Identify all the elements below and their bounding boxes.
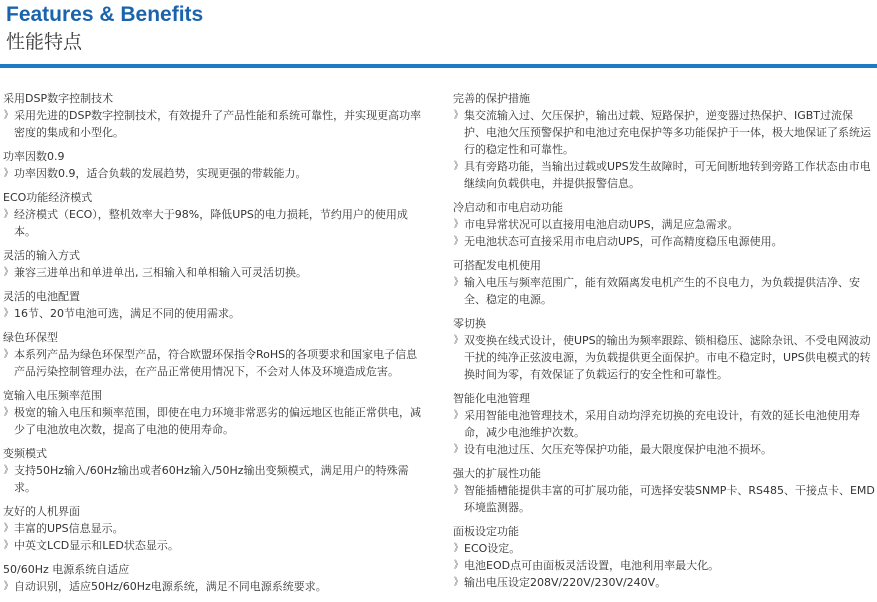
- feature-section: [3, 148, 423, 182]
- double-chevron-bullet-icon: 》: [4, 407, 12, 418]
- feature-item-text: 16节、20节电池可选，满足不同的使用需求。: [14, 307, 240, 320]
- double-chevron-bullet-icon: 》: [4, 168, 12, 179]
- feature-item: [453, 557, 875, 574]
- feature-item-text: 具有旁路功能，当输出过载或UPS发生故障时，可无间断地转到旁路工作状态由市电继续向负载供电，并提供报警信息。: [464, 160, 871, 190]
- double-chevron-bullet-icon: 》: [454, 236, 462, 247]
- feature-section: [453, 523, 875, 591]
- feature-section: [3, 387, 423, 438]
- feature-item-text: 极宽的输入电压和频率范围，即使在电力环境非常恶劣的偏远地区也能正常供电，减少了电池放电次数，提高了电池的使用寿命。: [14, 406, 421, 436]
- feature-item-text: 中英文LCD显示和LED状态显示。: [14, 539, 179, 552]
- section-title: 采用DSP数字控制技术: [3, 92, 114, 105]
- feature-item: [453, 216, 875, 233]
- feature-section: [3, 503, 423, 554]
- feature-item-text: 无电池状态可直接采用市电启动UPS，可作高精度稳压电源使用。: [464, 235, 783, 248]
- double-chevron-bullet-icon: 》: [454, 410, 462, 421]
- feature-item-text: 兼容三进单出和单进单出, 三相输入和单相输入可灵活切换。: [14, 266, 307, 279]
- feature-item-text: 输出电压设定208V/220V/230V/240V。: [464, 576, 667, 589]
- section-title: 强大的扩展性功能: [453, 467, 541, 480]
- feature-item: [453, 574, 875, 591]
- feature-item-text: 丰富的UPS信息显示。: [14, 522, 124, 535]
- double-chevron-bullet-icon: 》: [454, 110, 462, 121]
- double-chevron-bullet-icon: 》: [454, 543, 462, 554]
- page-title-chinese: 性能特点: [6, 31, 83, 53]
- feature-item: [453, 274, 875, 308]
- double-chevron-bullet-icon: 》: [4, 581, 12, 592]
- double-chevron-bullet-icon: 》: [454, 444, 462, 455]
- feature-item-text: ECO设定。: [464, 542, 521, 555]
- feature-item: [453, 233, 875, 250]
- feature-item: [3, 206, 423, 240]
- feature-item-text: 采用智能电池管理技术，采用自动均浮充切换的充电设计，有效的延长电池使用寿命，减少电池维护次数。: [464, 409, 860, 439]
- double-chevron-bullet-icon: 》: [4, 540, 12, 551]
- feature-item: [3, 404, 423, 438]
- feature-item: [3, 346, 423, 380]
- feature-item-text: 支持50Hz输入/60Hz输出或者60Hz输入/50Hz输出变频模式，满足用户的特殊需求。: [14, 464, 409, 494]
- section-title: ECO功能经济模式: [3, 191, 93, 204]
- page-title-english: Features & Benefits: [6, 3, 204, 26]
- feature-item-text: 双变换在线式设计，使UPS的输出为频率跟踪、锁相稳压、滤除杂讯、不受电网波动干扰的纯净正弦波电源，为负载提供更全面保护。市电不稳定时，UPS供电模式的转换时间为零，有效保证了负载运行的安全性和可靠性。: [464, 334, 871, 381]
- feature-item: [453, 107, 875, 158]
- feature-section: [453, 199, 875, 250]
- feature-item-text: 集交流输入过、欠压保护，输出过载、短路保护，逆变器过热保护、IGBT过流保护、电池欠压预警保护和电池过充电保护等多功能保护于一体，极大地保证了系统运行的稳定性和可靠性。: [464, 109, 871, 156]
- page-header: [6, 0, 203, 55]
- feature-item: [3, 537, 423, 554]
- section-title: 智能化电池管理: [453, 392, 530, 405]
- double-chevron-bullet-icon: 》: [454, 485, 462, 496]
- section-title: 友好的人机界面: [3, 505, 80, 518]
- feature-item: [3, 264, 423, 281]
- section-title: 灵活的输入方式: [3, 249, 80, 262]
- feature-item: [453, 158, 875, 192]
- feature-item: [3, 165, 423, 182]
- feature-section: [453, 315, 875, 383]
- section-title: 绿色环保型: [3, 331, 58, 344]
- header-divider: [0, 64, 877, 68]
- feature-section: [3, 247, 423, 281]
- feature-item-text: 设有电池过压、欠压充等保护功能，最大限度保护电池不损坏。: [464, 443, 772, 456]
- double-chevron-bullet-icon: 》: [454, 161, 462, 172]
- right-feature-column: [453, 90, 875, 598]
- feature-section: [453, 465, 875, 516]
- feature-item: [453, 332, 875, 383]
- double-chevron-bullet-icon: 》: [4, 308, 12, 319]
- feature-item: [3, 107, 423, 141]
- feature-section: [3, 445, 423, 496]
- feature-item: [453, 540, 875, 557]
- feature-section: [3, 329, 423, 380]
- feature-item-text: 功率因数0.9，适合负载的发展趋势，实现更强的带载能力。: [14, 167, 307, 180]
- double-chevron-bullet-icon: 》: [454, 577, 462, 588]
- feature-item-text: 经济模式（ECO），整机效率大于98%，降低UPS的电力损耗，节约用户的使用成本。: [14, 208, 408, 238]
- double-chevron-bullet-icon: 》: [4, 209, 12, 220]
- section-title: 可搭配发电机使用: [453, 259, 541, 272]
- feature-section: [3, 90, 423, 141]
- feature-item: [3, 578, 423, 595]
- section-title: 50/60Hz 电源系统自适应: [3, 563, 130, 576]
- feature-section: [3, 189, 423, 240]
- feature-item: [3, 305, 423, 322]
- section-title: 宽输入电压频率范围: [3, 389, 102, 402]
- double-chevron-bullet-icon: 》: [4, 267, 12, 278]
- feature-item-text: 市电异常状况可以直接用电池启动UPS，满足应急需求。: [464, 218, 739, 231]
- section-title: 完善的保护措施: [453, 92, 530, 105]
- section-title: 灵活的电池配置: [3, 290, 80, 303]
- double-chevron-bullet-icon: 》: [4, 110, 12, 121]
- feature-item-text: 电池EOD点可由面板灵活设置，电池利用率最大化。: [464, 559, 720, 572]
- feature-item-text: 采用先进的DSP数字控制技术，有效提升了产品性能和系统可靠性，并实现更高功率密度的集成和小型化。: [14, 109, 422, 139]
- double-chevron-bullet-icon: 》: [4, 523, 12, 534]
- section-title: 功率因数0.9: [3, 150, 65, 163]
- double-chevron-bullet-icon: 》: [454, 219, 462, 230]
- section-title: 变频模式: [3, 447, 47, 460]
- section-title: 零切换: [453, 317, 486, 330]
- feature-section: [453, 257, 875, 308]
- feature-item-text: 自动识别，适应50Hz/60Hz电源系统，满足不同电源系统要求。: [14, 580, 327, 593]
- feature-item: [453, 482, 875, 516]
- section-title: 面板设定功能: [453, 525, 519, 538]
- feature-section: [453, 390, 875, 458]
- feature-item: [453, 407, 875, 441]
- double-chevron-bullet-icon: 》: [454, 277, 462, 288]
- feature-item-text: 智能插槽能提供丰富的可扩展功能，可选择安装SNMP卡、RS485、干接点卡、EMD环境监测器。: [464, 484, 875, 514]
- feature-item-text: 本系列产品为绿色环保型产品，符合欧盟环保指令RoHS的各项要求和国家电子信息产品污染控制管理办法，在产品正常使用情况下，不会对人体及环境造成危害。: [14, 348, 418, 378]
- feature-section: [3, 288, 423, 322]
- double-chevron-bullet-icon: 》: [454, 335, 462, 346]
- double-chevron-bullet-icon: 》: [4, 349, 12, 360]
- left-feature-column: [3, 90, 423, 602]
- feature-item: [453, 441, 875, 458]
- feature-section: [3, 561, 423, 595]
- feature-item-text: 输入电压与频率范围广，能有效隔离发电机产生的不良电力，为负载提供洁净、安全、稳定的电源。: [464, 276, 860, 306]
- section-title: 冷启动和市电启动功能: [453, 201, 563, 214]
- feature-item: [3, 462, 423, 496]
- feature-item: [3, 520, 423, 537]
- feature-section: [453, 90, 875, 192]
- double-chevron-bullet-icon: 》: [454, 560, 462, 571]
- double-chevron-bullet-icon: 》: [4, 465, 12, 476]
